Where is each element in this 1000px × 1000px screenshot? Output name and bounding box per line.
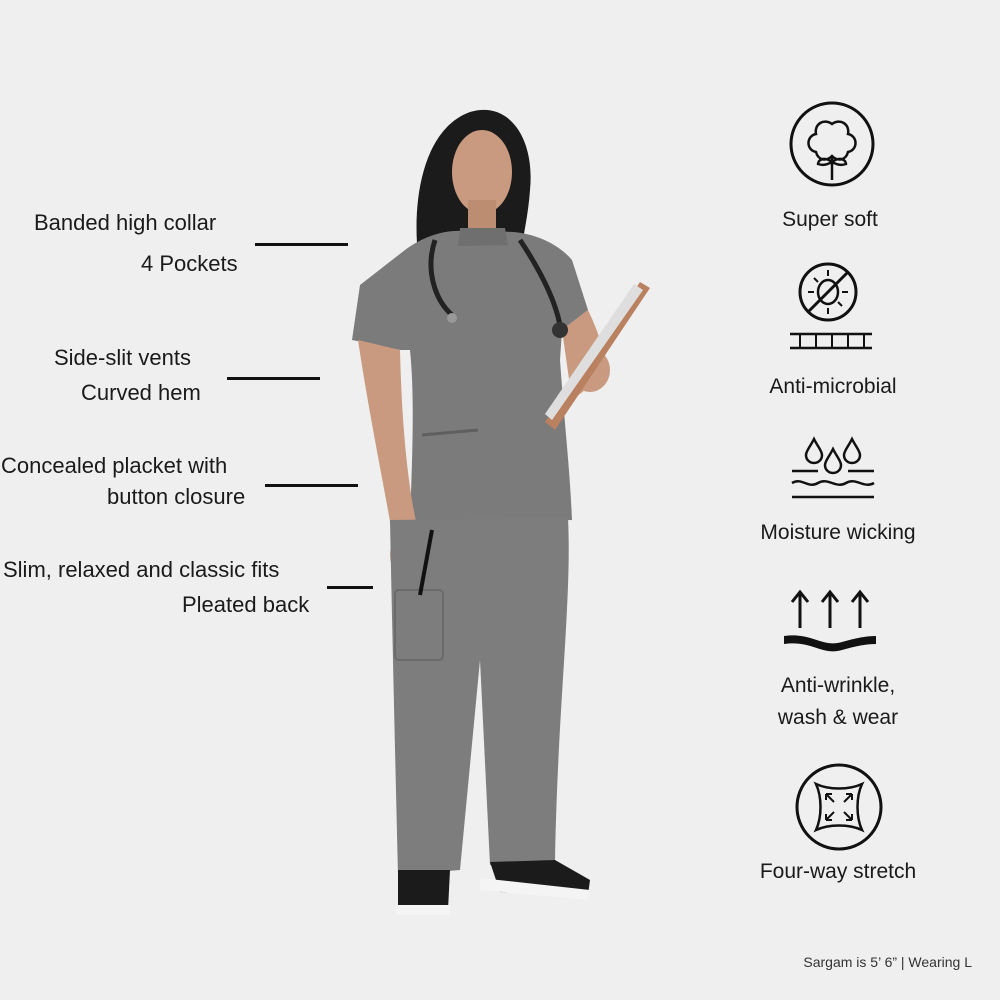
feature-label: Anti-wrinkle,: [780, 674, 896, 697]
feature-label: Super soft: [782, 208, 878, 231]
feature-label: Moisture wicking: [760, 521, 916, 544]
callout-label: Banded high collar: [34, 210, 217, 235]
callout-label: Slim, relaxed and classic fits: [3, 557, 280, 582]
feature-label: wash & wear: [777, 706, 899, 729]
feature-label: Anti-microbial: [769, 375, 897, 398]
anti-microbial-icon: [788, 262, 876, 352]
four-way-stretch-icon: [794, 762, 884, 852]
callout-sublabel: Pleated back: [182, 592, 310, 617]
callout-sublabel: button closure: [107, 484, 246, 509]
model-caption: Sargam is 5’ 6” | Wearing L: [803, 954, 972, 970]
callout-line: [227, 377, 320, 380]
callout-label: Side-slit vents: [54, 345, 191, 370]
callout-sublabel: 4 Pockets: [141, 251, 238, 276]
left-arm: [358, 340, 420, 550]
scrub-pants: [390, 518, 569, 875]
feature-label: Four-way stretch: [759, 860, 917, 883]
left-shoe-sole: [396, 905, 450, 915]
callout-line: [255, 243, 348, 246]
callout-label: Concealed placket with: [1, 453, 228, 478]
moisture-wicking-icon: [790, 435, 876, 503]
anti-wrinkle-icon: [782, 588, 878, 654]
collar: [458, 228, 508, 246]
cotton-flower-icon: [788, 100, 876, 188]
callout-sublabel: Curved hem: [81, 380, 201, 405]
model-figure: [340, 100, 660, 920]
